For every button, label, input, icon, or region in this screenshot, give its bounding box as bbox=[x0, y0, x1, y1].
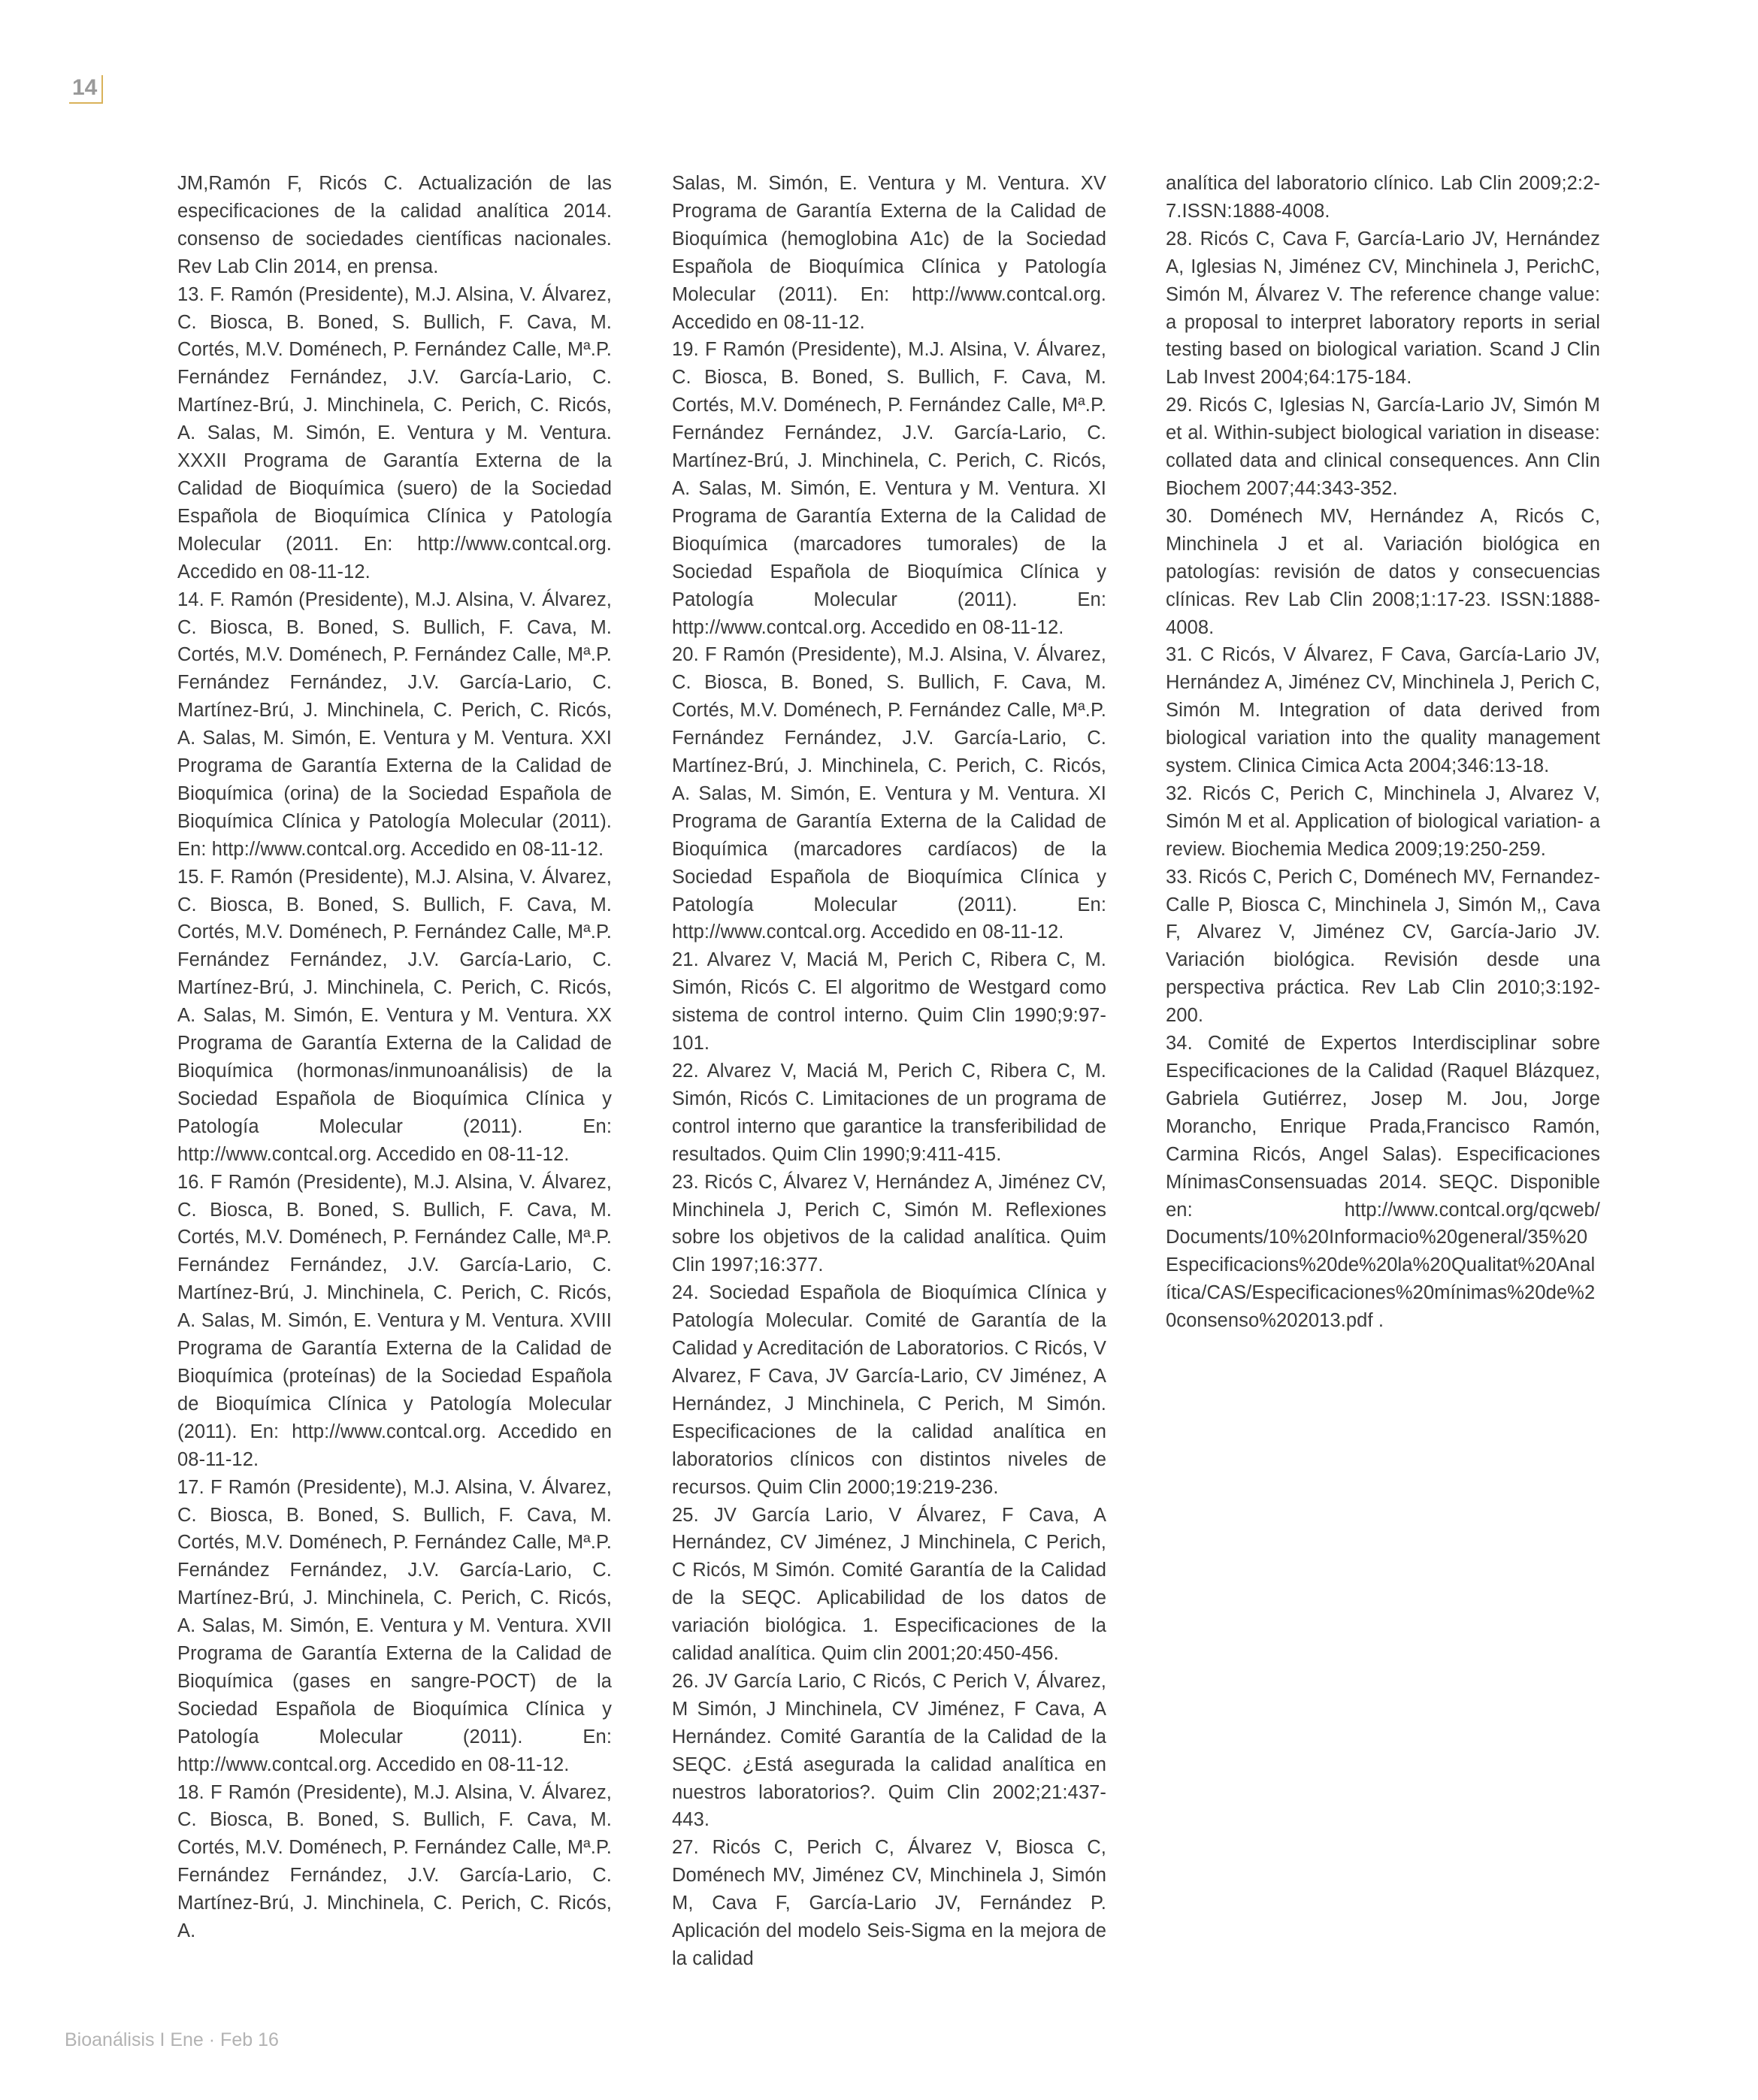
reference-paragraph: 26. JV García Lario, C Ricós, C Perich V, Álvarez, M Simón, J Minchinela, CV Jiménez, F Cava, A Hernández. Comité Garantía de la Calidad de la SEQC. ¿Está asegurada la calidad analítica en nuestros laboratorios?. Quim Clin 2002;21:437-443. bbox=[672, 1670, 1106, 1831]
reference-paragraph: 21. Alvarez V, Maciá M, Perich C, Ribera C, M. Simón, Ricós C. El algoritmo de Westgard como sistema de control interno. Quim Clin 1990;9:97-101. bbox=[672, 949, 1106, 1055]
reference-paragraph: 16. F Ramón (Presidente), M.J. Alsina, V. Álvarez, C. Biosca, B. Boned, S. Bullich, F. Cava, M. Cortés, M.V. Doménech, P. Fernández Calle, Mª.P. Fernández Fernández, J.V. García-Lario, C. Martínez-Brú, J. Minchinela, C. Perich, C. Ricós, A. Salas, M. Simón, E. Ventura y M. Ventura. XVIII Programa de Garantía Externa de la Calidad de Bioquímica (proteínas) de la Sociedad Española de Bioquímica Clínica y Patología Molecular (2011). En: http://www.contcal.org. Accedido en 08-11-12. bbox=[177, 1171, 612, 1470]
reference-paragraph: 28. Ricós C, Cava F, García-Lario JV, Hernández A, Iglesias N, Jiménez CV, Minchinela J, PerichC, Simón M, Álvarez V. The reference change value: a proposal to interpret laboratory reports in serial testing based on biological variation. Scand J Clin Lab Invest 2004;64:175-184. bbox=[1166, 228, 1600, 389]
reference-paragraph: 29. Ricós C, Iglesias N, García-Lario JV, Simón M et al. Within-subject biological variation in disease: collated data and clinical consequences. Ann Clin Biochem 2007;44:343-352. bbox=[1166, 395, 1600, 499]
reference-paragraph: analítica del laboratorio clínico. Lab Clin 2009;2:2-7.ISSN:1888-4008. bbox=[1166, 173, 1600, 222]
reference-paragraph: 13. F. Ramón (Presidente), M.J. Alsina, V. Álvarez, C. Biosca, B. Boned, S. Bullich, F. Cava, M. Cortés, M.V. Doménech, P. Fernández Calle, Mª.P. Fernández Fernández, J.V. García-Lario, C. Martínez-Brú, J. Minchinela, C. Perich, C. Ricós, A. Salas, M. Simón, E. Ventura y M. Ventura. XXXII Programa de Garantía Externa de la Calidad de Bioquímica (suero) de la Sociedad Española de Bioquímica Clínica y Patología Molecular (2011. En: http://www.contcal.org. Accedido en 08-11-12. bbox=[177, 283, 612, 582]
references-column-3 bbox=[1166, 170, 1600, 1335]
footer-publication: Bioanálisis I Ene · Feb 16 bbox=[65, 2029, 279, 2050]
reference-paragraph: 17. F Ramón (Presidente), M.J. Alsina, V. Álvarez, C. Biosca, B. Boned, S. Bullich, F. Cava, M. Cortés, M.V. Doménech, P. Fernández Calle, Mª.P. Fernández Fernández, J.V. García-Lario, C. Martínez-Brú, J. Minchinela, C. Perich, C. Ricós, A. Salas, M. Simón, E. Ventura y M. Ventura. XVII Programa de Garantía Externa de la Calidad de Bioquímica (gases en sangre-POCT) de la Sociedad Española de Bioquímica Clínica y Patología Molecular (2011). En: http://www.contcal.org. Accedido en 08-11-12. bbox=[177, 1476, 612, 1775]
reference-paragraph: 19. F Ramón (Presidente), M.J. Alsina, V. Álvarez, C. Biosca, B. Boned, S. Bullich, F. Cava, M. Cortés, M.V. Doménech, P. Fernández Calle, Mª.P. Fernández Fernández, J.V. García-Lario, C. Martínez-Brú, J. Minchinela, C. Perich, C. Ricós, A. Salas, M. Simón, E. Ventura y M. Ventura. XI Programa de Garantía Externa de la Calidad de Bioquímica (marcadores tumorales) de la Sociedad Española de Bioquímica Clínica y Patología Molecular (2011). En: http://www.contcal.org. Accedido en 08-11-12. bbox=[672, 339, 1106, 638]
reference-paragraph: 24. Sociedad Española de Bioquímica Clínica y Patología Molecular. Comité de Garantía de la Calidad y Acreditación de Laboratorios. C Ricós, V Alvarez, F Cava, JV García-Lario, CV Jiménez, A Hernández, J Minchinela, C Perich, M Simón. Especificaciones de la calidad analítica en laboratorios clínicos con distintos niveles de recursos. Quim Clin 2000;19:219-236. bbox=[672, 1282, 1106, 1498]
reference-paragraph: 34. Comité de Expertos Interdisciplinar sobre Especificaciones de la Calidad (Raquel Blázquez, Gabriela Gutiérrez, Josep M. Jou, Jorge Morancho, Enrique Prada,Francisco Ramón, Carmina Ricós, Angel Salas). Especificaciones MínimasConsensuadas 2014. SEQC. Disponible en: http://www.contcal.org/qcweb/ Documents/10%20Informacio%20general/35%20Especificacions%20de%20la%20Qualitat%20Analítica/CAS/Especificaciones%20mínimas%20de%20consenso%202013.pdf . bbox=[1166, 1033, 1600, 1332]
reference-paragraph: 20. F Ramón (Presidente), M.J. Alsina, V. Álvarez, C. Biosca, B. Boned, S. Bullich, F. Cava, M. Cortés, M.V. Doménech, P. Fernández Calle, Mª.P. Fernández Fernández, J.V. García-Lario, C. Martínez-Brú, J. Minchinela, C. Perich, C. Ricós, A. Salas, M. Simón, E. Ventura y M. Ventura. XI Programa de Garantía Externa de la Calidad de Bioquímica (marcadores cardíacos) de la Sociedad Española de Bioquímica Clínica y Patología Molecular (2011). En: http://www.contcal.org. Accedido en 08-11-12. bbox=[672, 644, 1106, 943]
reference-paragraph: Salas, M. Simón, E. Ventura y M. Ventura. XV Programa de Garantía Externa de la Calidad de Bioquímica (hemoglobina A1c) de la Sociedad Española de Bioquímica Clínica y Patología Molecular (2011). En: http://www.contcal.org. Accedido en 08-11-12. bbox=[672, 173, 1106, 333]
reference-paragraph: JM,Ramón F, Ricós C. Actualización de las especificaciones de la calidad analítica 2014. consenso de sociedades científicas nacionales. Rev Lab Clin 2014, en prensa. bbox=[177, 173, 612, 277]
reference-paragraph: 25. JV García Lario, V Álvarez, F Cava, A Hernández, CV Jiménez, J Minchinela, C Perich, C Ricós, M Simón. Comité Garantía de la Calidad de la SEQC. Aplicabilidad de los datos de variación biológica. 1. Especificaciones de la calidad analítica. Quim clin 2001;20:450-456. bbox=[672, 1504, 1106, 1665]
reference-paragraph: 27. Ricós C, Perich C, Álvarez V, Biosca C, Doménech MV, Jiménez CV, Minchinela J, Simón M, Cava F, García-Lario JV, Fernández P. Aplicación del modelo Seis-Sigma en la mejora de la calidad bbox=[672, 1837, 1106, 1969]
reference-paragraph: 18. F Ramón (Presidente), M.J. Alsina, V. Álvarez, C. Biosca, B. Boned, S. Bullich, F. Cava, M. Cortés, M.V. Doménech, P. Fernández Calle, Mª.P. Fernández Fernández, J.V. García-Lario, C. Martínez-Brú, J. Minchinela, C. Perich, C. Ricós, A. bbox=[177, 1781, 612, 1942]
reference-paragraph: 22. Alvarez V, Maciá M, Perich C, Ribera C, M. Simón, Ricós C. Limitaciones de un programa de control interno que garantice la transferibilidad de resultados. Quim Clin 1990;9:411-415. bbox=[672, 1061, 1106, 1165]
reference-paragraph: 23. Ricós C, Álvarez V, Hernández A, Jiménez CV, Minchinela J, Perich C, Simón M. Reflexiones sobre los objetivos de la calidad analítica. Quim Clin 1997;16:377. bbox=[672, 1171, 1106, 1276]
reference-paragraph: 14. F. Ramón (Presidente), M.J. Alsina, V. Álvarez, C. Biosca, B. Boned, S. Bullich, F. Cava, M. Cortés, M.V. Doménech, P. Fernández Calle, Mª.P. Fernández Fernández, J.V. García-Lario, C. Martínez-Brú, J. Minchinela, C. Perich, C. Ricós, A. Salas, M. Simón, E. Ventura y M. Ventura. XXI Programa de Garantía Externa de la Calidad de Bioquímica (orina) de la Sociedad Española de Bioquímica Clínica y Patología Molecular (2011). En: http://www.contcal.org. Accedido en 08-11-12. bbox=[177, 589, 612, 860]
reference-paragraph: 30. Doménech MV, Hernández A, Ricós C, Minchinela J et al. Variación biológica en patologías: revisión de datos y consecuencias clínicas. Rev Lab Clin 2008;1:17-23. ISSN:1888-4008. bbox=[1166, 505, 1600, 638]
page-number: 14 bbox=[69, 75, 103, 104]
reference-paragraph: 15. F. Ramón (Presidente), M.J. Alsina, V. Álvarez, C. Biosca, B. Boned, S. Bullich, F. Cava, M. Cortés, M.V. Doménech, P. Fernández Calle, Mª.P. Fernández Fernández, J.V. García-Lario, C. Martínez-Brú, J. Minchinela, C. Perich, C. Ricós, A. Salas, M. Simón, E. Ventura y M. Ventura. XX Programa de Garantía Externa de la Calidad de Bioquímica (hormonas/inmunoanálisis) de la Sociedad Española de Bioquímica Clínica y Patología Molecular (2011). En: http://www.contcal.org. Accedido en 08-11-12. bbox=[177, 866, 612, 1165]
references-column-1 bbox=[177, 170, 612, 1945]
reference-paragraph: 31. C Ricós, V Álvarez, F Cava, García-Lario JV, Hernández A, Jiménez CV, Minchinela J, Perich C, Simón M. Integration of data derived from biological variation into the quality management system. Clinica Cimica Acta 2004;346:13-18. bbox=[1166, 644, 1600, 777]
references-column-2 bbox=[672, 170, 1106, 1973]
reference-paragraph: 33. Ricós C, Perich C, Doménech MV, Fernandez-Calle P, Biosca C, Minchinela J, Simón M,, Cava F, Alvarez V, Jiménez CV, García-Jario JV. Variación biológica. Revisión desde una perspectiva práctica. Rev Lab Clin 2010;3:192-200. bbox=[1166, 866, 1600, 1027]
reference-paragraph: 32. Ricós C, Perich C, Minchinela J, Alvarez V, Simón M et al. Application of biological variation- a review. Biochemia Medica 2009;19:250-259. bbox=[1166, 782, 1600, 860]
